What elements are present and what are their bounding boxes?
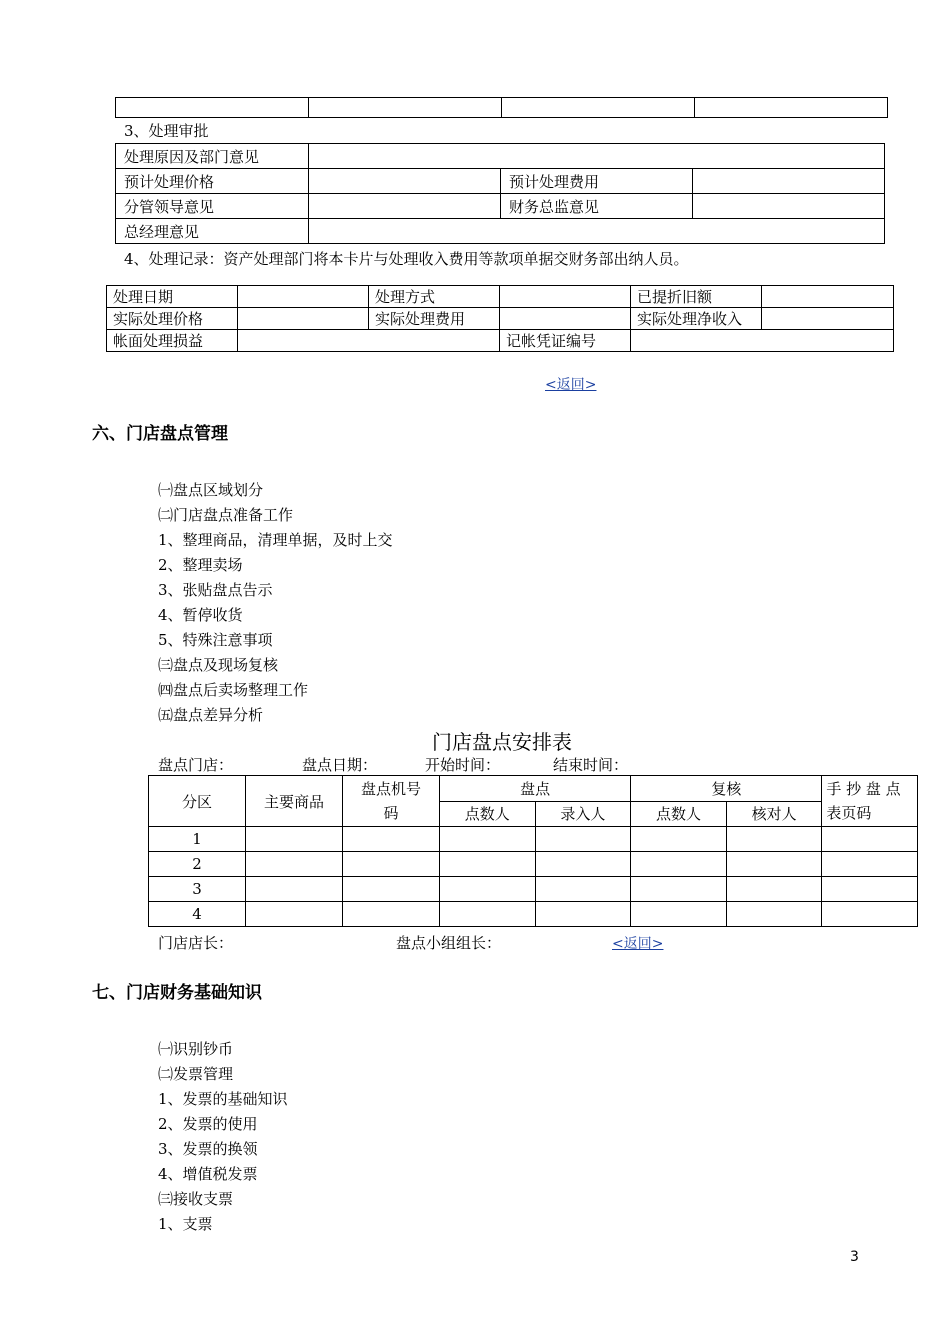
approval-section-label: 3、处理审批: [124, 122, 209, 140]
zone-cell: 2: [149, 852, 246, 877]
method-label: 处理方式: [369, 286, 500, 308]
zone-cell: 3: [149, 877, 246, 902]
list-item: 1、整理商品，清理单据，及时上交: [158, 531, 393, 549]
record-section-label: 4、处理记录：资产处理部门将本卡片与处理收入费用等款项单据交财务部出纳人员。: [124, 250, 689, 268]
top-empty-table: [115, 97, 888, 118]
team-leader-label: 盘点小组组长：: [396, 934, 502, 952]
list-item: ㈢盘点及现场复核: [158, 656, 279, 674]
zone-header: 分区: [149, 776, 246, 827]
zone-cell: 1: [149, 827, 246, 852]
table-row: [149, 902, 918, 927]
counter2-header: 点数人: [631, 801, 727, 827]
store-label: 盘点门店：: [158, 756, 234, 774]
end-time-label: 结束时间：: [553, 756, 629, 774]
table-header-row: [149, 776, 918, 802]
table-row: [107, 286, 894, 308]
actual-price-label: 实际处理价格: [107, 308, 238, 330]
list-item: ㈡发票管理: [158, 1065, 234, 1083]
list-item: ㈠识别钞币: [158, 1040, 234, 1058]
list-item: 1、发票的基础知识: [158, 1090, 288, 1108]
table-row: [149, 852, 918, 877]
net-income-label: 实际处理净收入: [631, 308, 762, 330]
table-row: [116, 169, 885, 194]
list-item: ㈠盘点区域划分: [158, 481, 264, 499]
manual-header-line2: 表页码: [826, 804, 872, 822]
list-item: 2、整理卖场: [158, 556, 243, 574]
list-item: ㈣盘点后卖场整理工作: [158, 681, 309, 699]
leader-opinion-label: 分管领导意见: [116, 194, 309, 219]
table-row: [149, 877, 918, 902]
gm-opinion-label: 总经理意见: [116, 219, 309, 244]
checker-header: 核对人: [726, 801, 822, 827]
start-time-label: 开始时间：: [425, 756, 501, 774]
approval-table: [115, 143, 885, 244]
machine-header-line1: 盘点机号: [360, 780, 421, 798]
list-item: ㈡门店盘点准备工作: [158, 506, 294, 524]
machine-header-line2: 码: [383, 804, 399, 822]
inventory-schedule-table: [148, 775, 918, 927]
actual-fee-label: 实际处理费用: [369, 308, 500, 330]
list-item: 3、发票的换领: [158, 1140, 258, 1158]
table-row: [116, 144, 885, 169]
table-row: [116, 219, 885, 244]
reason-label: 处理原因及部门意见: [116, 144, 309, 169]
inventory-table-title: 门店盘点安排表: [432, 730, 572, 754]
list-item: ㈢接收支票: [158, 1190, 234, 1208]
table-row: [116, 98, 888, 118]
list-item: 5、特殊注意事项: [158, 631, 273, 649]
section6-title: 六、门店盘点管理: [92, 424, 228, 444]
page-number: 3: [850, 1249, 859, 1265]
machine-header: [343, 776, 440, 827]
manual-header: [822, 776, 918, 827]
table-row: [116, 194, 885, 219]
cfo-opinion-label: 财务总监意见: [501, 194, 693, 219]
section7-title: 七、门店财务基础知识: [92, 983, 262, 1003]
list-item: 3、张贴盘点告示: [158, 581, 273, 599]
table-row: [107, 308, 894, 330]
list-item: 4、增值税发票: [158, 1165, 258, 1183]
date-label: 处理日期: [107, 286, 238, 308]
goods-header: 主要商品: [246, 776, 343, 827]
list-item: 1、支票: [158, 1215, 213, 1233]
list-item: 4、暂停收货: [158, 606, 243, 624]
est-fee-label: 预计处理费用: [501, 169, 693, 194]
return-link[interactable]: <返回>: [612, 936, 664, 952]
voucher-label: 记帐凭证编号: [500, 330, 631, 352]
entry-header: 录入人: [535, 801, 631, 827]
date-label: 盘点日期：: [302, 756, 378, 774]
recheck-header: 复核: [631, 776, 822, 802]
table-row: [107, 330, 894, 352]
record-table: [106, 285, 894, 352]
count-header: 盘点: [440, 776, 631, 802]
table-row: [149, 827, 918, 852]
list-item: 2、发票的使用: [158, 1115, 258, 1133]
zone-cell: 4: [149, 902, 246, 927]
est-price-label: 预计处理价格: [116, 169, 309, 194]
depreciation-label: 已提折旧额: [631, 286, 762, 308]
counter-header: 点数人: [440, 801, 536, 827]
list-item: ㈤盘点差异分析: [158, 706, 264, 724]
book-loss-label: 帐面处理损益: [107, 330, 238, 352]
return-link[interactable]: <返回>: [545, 377, 597, 393]
manual-header-line1: 手 抄 盘 点: [826, 780, 901, 798]
store-manager-label: 门店店长：: [158, 934, 234, 952]
